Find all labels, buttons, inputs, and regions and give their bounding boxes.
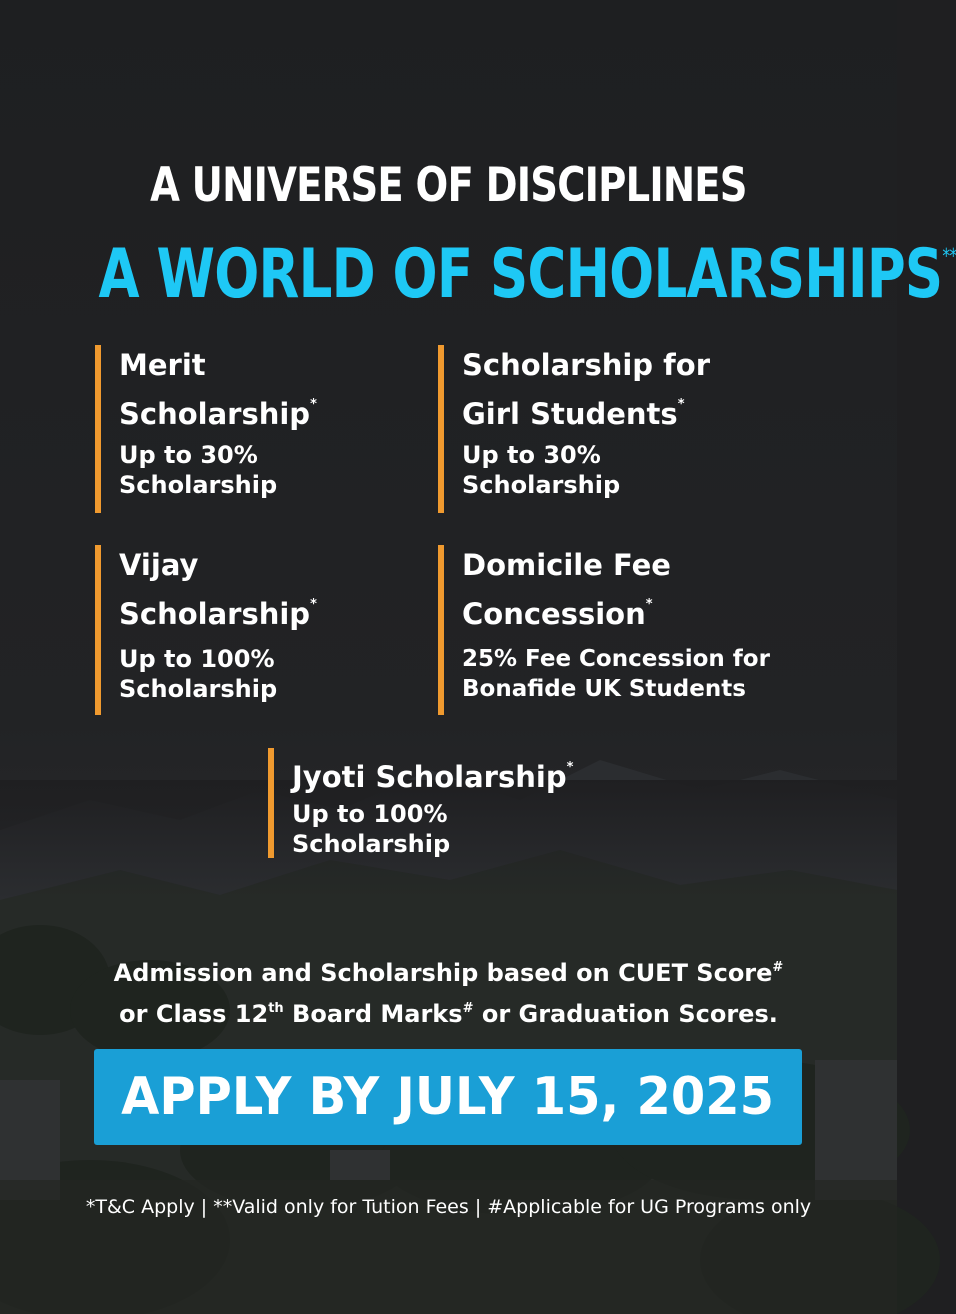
scholarship-desc-line-2: Scholarship <box>119 675 278 703</box>
scholarship-title-line-1: Vijay <box>119 548 199 582</box>
scholarship-title-text: Girl Students <box>462 397 678 431</box>
asterisk-mark: * <box>566 760 574 775</box>
headline-line-1: A UNIVERSE OF DISCIPLINES <box>150 158 747 213</box>
eligibility-line-2-text-c: or Graduation Scores. <box>473 1000 778 1028</box>
scholarship-title-text: Jyoti Scholarship <box>292 760 567 794</box>
ordinal-suffix: th <box>268 1001 284 1016</box>
asterisk-mark: * <box>677 397 685 412</box>
eligibility-line-2 <box>0 991 897 1032</box>
scholarship-desc-line-2: Bonafide UK Students <box>462 676 746 702</box>
scholarship-description <box>119 644 395 704</box>
scholarship-desc-line-1: Up to 100% <box>119 645 275 673</box>
scholarship-desc-line-1: Up to 100% <box>292 800 448 828</box>
headline-line-2 <box>98 216 956 315</box>
scholarship-title-line-1: Domicile Fee <box>462 548 671 582</box>
scholarship-title <box>462 545 878 634</box>
apply-button-label: APPLY BY JULY 15, 2025 <box>121 1067 775 1127</box>
scholarship-title-line-1: Merit <box>119 348 206 382</box>
scholarship-title <box>292 748 668 797</box>
scholarship-description <box>462 440 858 500</box>
eligibility-line-1 <box>0 950 897 991</box>
scholarship-title <box>462 345 858 434</box>
scholarship-desc-line-2: Scholarship <box>119 471 278 499</box>
headline-double-asterisk: ** <box>942 244 956 268</box>
terms-footnote: *T&C Apply | **Valid only for Tution Fees | #Applicable for UG Programs only <box>85 1196 812 1218</box>
scholarship-description <box>462 644 878 704</box>
asterisk-mark: * <box>310 397 317 412</box>
scholarship-desc-line-1: 25% Fee Concession for <box>462 646 770 672</box>
eligibility-note <box>0 950 897 1032</box>
scholarship-title-line-2 <box>462 585 878 634</box>
scholarship-title-line-2 <box>119 385 395 434</box>
eligibility-line-2-text-a: or Class 12 <box>119 1000 269 1028</box>
scholarship-title-line-2 <box>119 585 395 634</box>
headline-line-2-text: A WORLD OF SCHOLARSHIPS <box>98 235 943 314</box>
scholarship-card-girl-students <box>438 345 858 513</box>
scholarship-description <box>119 440 395 500</box>
scholarship-title-line-2 <box>462 385 858 434</box>
scholarship-desc-line-2: Scholarship <box>462 471 621 499</box>
scholarship-title <box>119 345 395 434</box>
scholarship-card-merit <box>95 345 395 513</box>
scholarship-title-line-1: Scholarship for <box>462 348 711 382</box>
scholarship-title-line-1 <box>292 748 668 797</box>
hash-mark: # <box>462 1001 474 1016</box>
scholarship-title-text: Concession <box>462 597 646 631</box>
asterisk-mark: * <box>645 597 653 612</box>
asterisk-mark: * <box>310 597 317 612</box>
apply-by-date-button[interactable] <box>94 1049 802 1145</box>
scholarship-desc-line-2: Scholarship <box>292 830 451 858</box>
scholarship-title-text: Scholarship <box>119 397 311 431</box>
scholarship-desc-line-1: Up to 30% <box>119 441 258 469</box>
scholarship-card-jyoti <box>268 748 668 858</box>
scholarship-desc-line-1: Up to 30% <box>462 441 601 469</box>
scholarship-card-vijay <box>95 545 395 715</box>
eligibility-line-1-text: Admission and Scholarship based on CUET Score <box>113 959 773 987</box>
scholarship-description <box>292 799 668 859</box>
scholarship-title-text: Scholarship <box>119 597 311 631</box>
scholarship-title <box>119 545 395 634</box>
scholarship-card-domicile-fee-concession <box>438 545 878 715</box>
eligibility-line-2-text-b: Board Marks <box>283 1000 463 1028</box>
hash-mark: # <box>772 960 784 975</box>
